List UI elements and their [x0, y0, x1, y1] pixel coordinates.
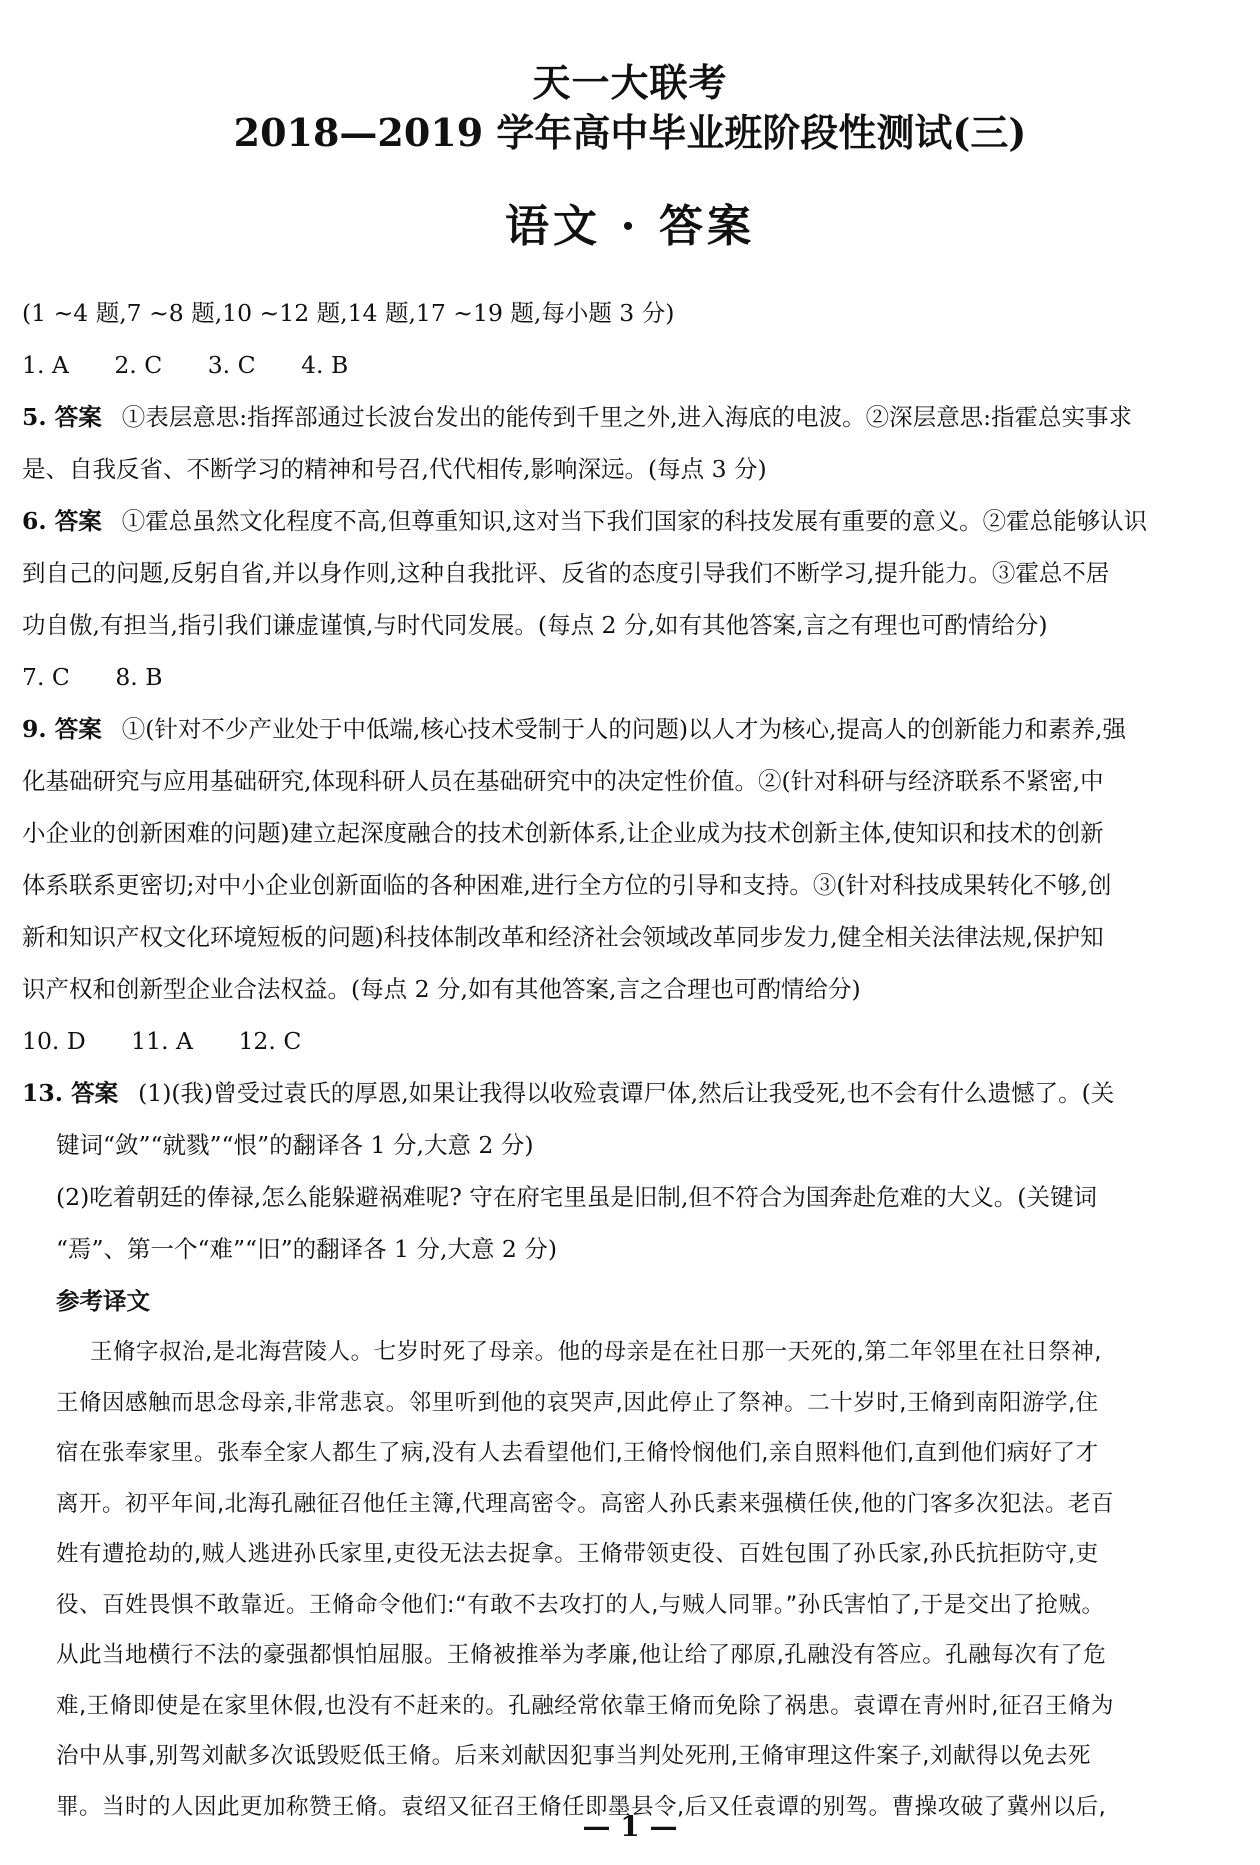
- mc-answers-10-12: [22, 1015, 1240, 1067]
- answer-q1: 1. A: [22, 351, 69, 379]
- q9-text-1: ①(针对不少产业处于中低端,核心技术受制于人的问题)以人才为核心,提高人的创新能力和素养,强: [121, 715, 1126, 743]
- answer-q2: 2. C: [114, 351, 163, 379]
- q13-text-4: “焉”、第一个“难”“旧”的翻译各 1 分,大意 2 分): [56, 1235, 558, 1263]
- org-title: 天一大联考: [532, 60, 728, 105]
- q6-text-2: 到自己的问题,反躬自省,并以身作则,这种自我批评、反省的态度引导我们不断学习,提升能力。③霍总不居: [22, 559, 1110, 587]
- translation-line: 王脩字叔治,是北海营陵人。七岁时死了母亲。他的母亲是在社日那一天死的,第二年邻里在社日祭神,: [90, 1339, 1102, 1365]
- answer-q13: [22, 1067, 1240, 1275]
- answer-q8: 8. B: [115, 663, 163, 691]
- answer-q12: 12. C: [238, 1027, 302, 1055]
- q5-text-1: ①表层意思:指挥部通过长波台发出的能传到千里之外,进入海底的电波。②深层意思:指霍总实事求: [121, 403, 1133, 431]
- q6-text-3: 功自傲,有担当,指引我们谦虚谨慎,与时代同发展。(每点 2 分,如有其他答案,言之有理也可酌情给分): [22, 611, 1048, 639]
- q13-label: 13. 答案: [22, 1079, 119, 1107]
- q5-text-2: 是、自我反省、不断学习的精神和号召,代代相传,影响深远。(每点 3 分): [22, 455, 767, 483]
- translation-line: 难,王脩即使是在家里休假,也没有不赶来的。孔融经常依靠王脩而免除了祸患。袁谭在青州时,征召王脩为: [56, 1692, 1114, 1719]
- q6-label: 6. 答案: [22, 507, 102, 535]
- translation-line: 姓有遭抢劫的,贼人逃进孙氏家里,吏役无法去捉拿。王脩带领吏役、百姓包围了孙氏家,孙氏抗拒防守,吏: [56, 1541, 1099, 1567]
- answer-q4: 4. B: [301, 351, 349, 379]
- translation-line: 治中从事,别驾刘献多次诋毁贬低王脩。后来刘献因犯事当判处死刑,王脩审理这件案子,刘献得以免去死: [56, 1743, 1091, 1769]
- q9-label: 9. 答案: [22, 715, 102, 743]
- q9-text-3: 小企业的创新困难的问题)建立起深度融合的技术创新体系,让企业成为技术创新主体,使知识和技术的创新: [22, 819, 1104, 847]
- translation-line: 宿在张奉家里。张奉全家人都生了病,没有人去看望他们,王脩怜悯他们,亲自照料他们,直到他们病好了才: [56, 1440, 1099, 1466]
- answer-q5: [22, 391, 1240, 495]
- q6-text-1: ①霍总虽然文化程度不高,但尊重知识,这对当下我们国家的科技发展有重要的意义。②霍总能够认识: [121, 507, 1148, 535]
- q9-text-4: 体系联系更密切;对中小企业创新面临的各种困难,进行全方位的引导和支持。③(针对科技成果转化不够,创: [22, 871, 1112, 899]
- subject-title: 语文 · 答案: [505, 201, 755, 252]
- answer-q9: [22, 703, 1240, 1015]
- q9-text-2: 化基础研究与应用基础研究,体现科研人员在基础研究中的决定性价值。②(针对科研与经济联系不紧密,中: [22, 767, 1104, 795]
- translation-line: 罪。当时的人因此更加称赞王脩。袁绍又征召王脩任即墨县令,后又任袁谭的别驾。曹操攻破了冀州以后,: [56, 1793, 1107, 1820]
- page-number: — 1 —: [582, 1810, 678, 1843]
- translation-line: 王脩因感触而思念母亲,非常悲哀。邻里听到他的哀哭声,因此停止了祭神。二十岁时,王脩到南阳游学,住: [56, 1389, 1099, 1416]
- answer-q10: 10. D: [22, 1027, 86, 1055]
- q9-text-5: 新和知识产权文化环境短板的问题)科技体制改革和经济社会领域改革同步发力,健全相关法律法规,保护知: [22, 923, 1104, 951]
- reference-translation: [22, 1327, 1240, 1832]
- answer-q3: 3. C: [207, 351, 256, 379]
- translation-line: 从此当地横行不法的豪强都惧怕屈服。王脩被推举为孝廉,他让给了邴原,孔融没有答应。孔融每次有了危: [56, 1642, 1107, 1668]
- answer-q6: [22, 495, 1240, 651]
- answer-content: [22, 287, 1240, 1832]
- q9-text-6: 识产权和创新型企业合法权益。(每点 2 分,如有其他答案,言之合理也可酌情给分): [22, 975, 861, 1003]
- answer-q7: 7. C: [22, 663, 70, 691]
- q5-label: 5. 答案: [22, 403, 102, 431]
- translation-line: 役、百姓畏惧不敢靠近。王脩命令他们:“有敢不去攻打的人,与贼人同罪。”孙氏害怕了,于是交出了抢贼。: [56, 1591, 1105, 1618]
- q13-text-3: (2)吃着朝廷的俸禄,怎么能躲避祸难呢? 守在府宅里虽是旧制,但不符合为国奔赴危难的大义。(关键词: [56, 1183, 1097, 1211]
- mc-answers-1-4: [22, 339, 1240, 391]
- q13-text-1: (1)(我)曾受过袁氏的厚恩,如果让我得以收殓袁谭尸体,然后让我受死,也不会有什么遗憾了。(关: [138, 1079, 1115, 1107]
- answer-q11: 11. A: [131, 1027, 193, 1055]
- mc-answers-7-8: [22, 651, 1240, 703]
- exam-title: 2018—2019 学年高中毕业班阶段性测试(三): [233, 110, 1027, 155]
- translation-line: 离开。初平年间,北海孔融征召他任主簿,代理高密令。高密人孙氏素来强横任侠,他的门客多次犯法。老百: [56, 1490, 1114, 1517]
- q13-text-2: 键词“敛”“就戮”“恨”的翻译各 1 分,大意 2 分): [56, 1131, 534, 1159]
- scoring-note: (1 ~4 题,7 ~8 题,10 ~12 题,14 题,17 ~19 题,每小题 3 分): [22, 299, 675, 327]
- reference-translation-title: 参考译文: [56, 1287, 150, 1315]
